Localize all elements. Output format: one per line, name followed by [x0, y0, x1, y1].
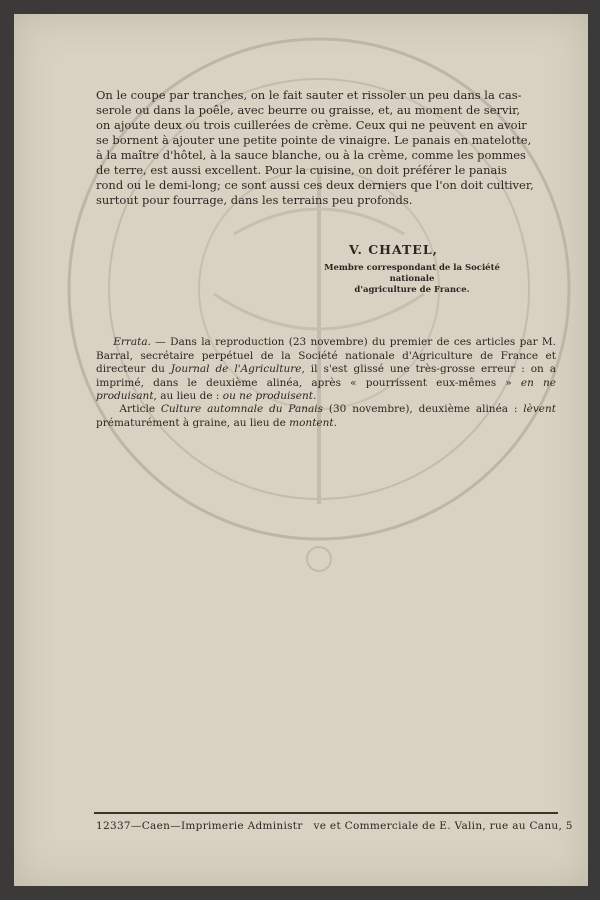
- journal-title: Journal de l'Agriculture: [170, 363, 302, 375]
- errata2-text: (30 novembre), deuxième alinéa :: [323, 403, 524, 415]
- signature-role-line: Membre correspondant de la Société nationale: [324, 263, 500, 284]
- paragraph-line: surtout pour fourrage, dans les terrains peu profonds.: [96, 193, 413, 207]
- body-paragraph: [96, 88, 556, 208]
- document-page: [14, 14, 588, 886]
- paragraph-line: on ajoute deux ou trois cuillerées de crème. Ceux qui ne peuvent en avoir: [96, 118, 527, 132]
- errata2-end: .: [333, 416, 337, 429]
- paragraph-line: On le coupe par tranches, on le fait sauter et rissoler un peu dans la cas-: [96, 88, 522, 102]
- errata2-text: Article: [119, 403, 161, 415]
- errata-label: Errata.: [113, 336, 151, 348]
- errata2-wrong: lèvent: [523, 403, 556, 415]
- errata-text: , au lieu de :: [153, 390, 223, 402]
- errata-paragraph: [96, 336, 556, 404]
- signature-name: V. CHATEL,: [349, 242, 438, 257]
- article-title: Culture automnale du Panais: [160, 403, 324, 415]
- errata-end: .: [313, 390, 317, 402]
- errata-dash: —: [150, 336, 171, 348]
- paragraph-line: rond ou le demi-long; ce sont aussi ces deux derniers que l'on doit cultiver,: [96, 178, 534, 192]
- printer-imprint: 12337—Caen—Imprimerie Administr ve et Commerciale de E. Valin, rue au Canu, 5: [96, 820, 573, 832]
- errata-right: ou ne produisent: [222, 390, 313, 402]
- paragraph-line: de terre, est aussi excellent. Pour la cuisine, on doit préférer le panais: [96, 163, 507, 177]
- footer-divider: [94, 812, 558, 814]
- signature-role: [302, 263, 522, 296]
- errata-text: , il s'est glissé une très-grosse erreur : on a imprimé, dans le deuxième alinéa, après « pourrissent eux-mêmes »: [96, 363, 556, 389]
- errata2-text: prématurément à graine, au lieu de: [96, 416, 290, 429]
- errata-text: Dans la reproduction (23 novembre) du premier de ces articles par M. Barral, secrétaire perpétuel de la Société nationale d'Agriculture de France et directeur du: [96, 336, 556, 375]
- errata-wrong: en ne produisant: [96, 376, 556, 402]
- paragraph-line: se bornent à ajouter une petite pointe de vinaigre. Le panais en matelotte,: [96, 133, 532, 147]
- errata-article-paragraph: [96, 403, 556, 430]
- errata2-right: montent: [289, 416, 334, 429]
- paragraph-line: à la maître d'hôtel, à la sauce blanche, ou à la crème, comme les pommes: [96, 148, 526, 162]
- paragraph-line: serole ou dans la poêle, avec beurre ou graisse, et, au moment de servir,: [96, 103, 521, 117]
- signature-role-line: d'agriculture de France.: [354, 285, 470, 295]
